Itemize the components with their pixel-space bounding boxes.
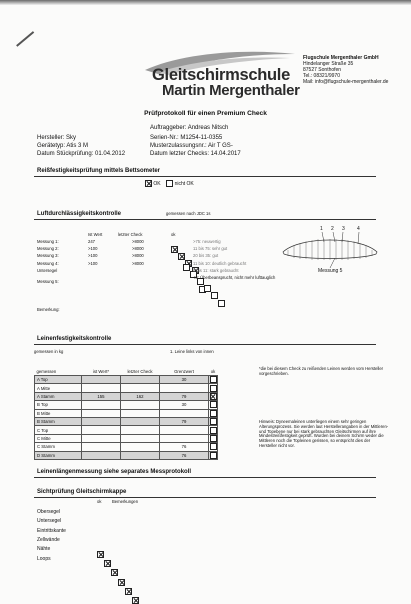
luft-row-ist: >100 — [88, 253, 98, 259]
leinen-row-label: B Mitte — [35, 409, 82, 417]
table-row — [35, 417, 218, 425]
table-row — [35, 443, 218, 451]
leinen-row-label: A Stamm — [35, 392, 82, 400]
leinen-row-ist — [82, 451, 121, 459]
auftraggeber: Auftraggeber: Andreas Nitsch — [150, 125, 229, 131]
leinen-row-ok-cell — [209, 401, 218, 409]
leinen-row-label: C Stamm — [35, 443, 82, 451]
sicht-item-checkbox[interactable] — [111, 569, 118, 576]
leinen-footnote: *die bei diesem Check zu reißenden Leinen werden vom Hersteller vorgeschrieben. — [259, 366, 384, 376]
luft-row-label: Messung 4: — [37, 260, 59, 266]
address-block — [303, 55, 388, 85]
leinen-row-ist — [82, 376, 121, 384]
leinen-row-checkbox[interactable] — [210, 401, 217, 408]
divider — [34, 497, 376, 498]
leinen-row-ok-cell — [209, 426, 218, 434]
luft-row-ist: >100 — [88, 246, 98, 252]
leinenlaenge-title: Leinenlängenmessung siehe separates Messprotokoll — [37, 469, 192, 475]
leinen-row-label: D Stamm — [35, 451, 82, 459]
datum-stueckpruefung: Datum Stückprüfung: 01.04.2012 — [37, 151, 126, 157]
leinen-row-grenz: 30 — [160, 376, 209, 384]
leinen-row-letzter — [121, 426, 160, 434]
table-row — [35, 451, 218, 459]
geraetetyp: Gerätetyp: Atis 3 M — [37, 143, 89, 149]
glider-diagram — [280, 228, 380, 270]
datum-letzter-check: Datum letzter Checks: 14.04.2017 — [150, 151, 241, 157]
leinen-row-ist — [82, 401, 121, 409]
legend-text: >75: neuwertig — [193, 239, 221, 244]
leinen-row-ist — [82, 434, 121, 442]
leinen-row-ist — [82, 426, 121, 434]
sicht-col-bem: Bemerkungen — [112, 499, 139, 504]
luft-row-ist: 247 — [88, 239, 95, 244]
leinen-row-ist — [82, 443, 121, 451]
sicht-item-label: Zellwände — [37, 536, 60, 543]
leinen-note-header: 1. Leine links von innen — [170, 349, 214, 354]
reiss-title: Reißfestigkeitsprüfung mittels Bettsometer — [37, 168, 161, 174]
luft-col-ist: Ist Wert — [88, 232, 103, 237]
leinen-row-checkbox[interactable] — [210, 418, 217, 425]
luft-row-label: Messung 5: — [37, 279, 59, 284]
address-line: Tel.: 08321/9970 — [303, 73, 340, 79]
luft-row-letzter: >8000 — [132, 253, 144, 259]
sicht-item-label: Obersegel — [37, 509, 61, 515]
leinen-row-checkbox[interactable] — [210, 393, 217, 400]
leinen-row-grenz — [160, 384, 209, 392]
seriennr: Serien-Nr.: M1254-11-0355 — [150, 135, 223, 141]
leinen-row-checkbox[interactable] — [210, 376, 217, 383]
reiss-ok-label: OK — [153, 180, 161, 187]
leinen-row-grenz: 76 — [160, 451, 209, 459]
diagram-label-messung5: Messung 5 — [318, 268, 343, 274]
table-row — [35, 384, 218, 392]
luft-row-letzter: >8000 — [132, 239, 144, 244]
leinen-row-label: B Top — [35, 401, 82, 409]
luft-row-label: Messung 1: — [37, 239, 59, 244]
table-row — [35, 434, 218, 442]
reiss-not-ok-checkbox[interactable] — [166, 180, 173, 187]
table-row — [35, 376, 218, 384]
reiss-ok-checkbox[interactable] — [145, 180, 152, 187]
luft-row-label: Untersegel — [37, 267, 58, 273]
legend-text: 11 bis 75: sehr gut — [193, 246, 228, 252]
luft-title: Luftdurchlässigkeitskontrolle — [37, 211, 122, 217]
leinen-row-letzter — [121, 401, 160, 409]
leinen-row-ist — [82, 417, 121, 425]
leinen-row-checkbox[interactable] — [210, 452, 217, 459]
hersteller: Hersteller: Sky — [37, 135, 77, 141]
leinen-col-header: letzter Check — [127, 368, 153, 374]
leinen-row-checkbox[interactable] — [210, 427, 217, 434]
leinen-table — [34, 367, 218, 460]
leinen-row-ok-cell — [209, 443, 218, 451]
table-row — [35, 409, 218, 417]
luft-col-letzter: letzter Check — [118, 232, 143, 237]
sicht-col-ok: ok — [97, 499, 102, 504]
logo-text-line2: Martin Mergenthaler — [162, 82, 300, 99]
leinen-row-checkbox[interactable] — [210, 443, 217, 450]
leinen-row-letzter — [121, 434, 160, 442]
page-title: Prüfprotokoll für einen Premium Check — [144, 110, 267, 117]
leinen-row-grenz — [160, 409, 209, 417]
leinen-row-ist: 155 — [82, 392, 121, 400]
musterzulassung: Musterzulassungsnr.: Air T GS- — [150, 143, 233, 149]
diagram-number: 1 — [320, 226, 323, 232]
luft-row-checkbox[interactable] — [178, 253, 185, 260]
legend-text: <6: Überbeansprucht, nicht mehr lufttauglich — [193, 275, 276, 280]
luft-row-ist: >100 — [88, 260, 98, 266]
leinen-row-ok-cell — [209, 417, 218, 425]
diagram-number: 3 — [342, 226, 345, 232]
leinen-row-label: B Stamm — [35, 417, 82, 425]
leinen-row-ok-cell — [209, 376, 218, 384]
leinen-row-label: A Top — [35, 376, 82, 384]
leinen-row-grenz: 30 — [160, 401, 209, 409]
leinen-row-checkbox[interactable] — [210, 435, 217, 442]
leinen-gemessen: gemessen in kg — [34, 349, 64, 354]
leinen-hinweis: Hinweis: Dyneemaleinen unterliegen einem sehr geringen Alterungsprozess. Sie werden laut Herstellerangaben in der Mittleren- und Topebene nur bei stark gebrauchten Gleitschirmen auf ihre Mindestreißfestigkeit geprüft. Wurden bei deinem Schirm weder die Mittleren noch die Topleinen gerissen, so entspricht dies der Hersteller nicht vor. — [259, 419, 389, 449]
leinen-row-ok-cell — [209, 409, 218, 417]
leinen-row-ok-cell — [209, 451, 218, 459]
divider — [34, 176, 376, 177]
legend-checkbox[interactable] — [204, 285, 211, 292]
leinen-row-grenz: 79 — [160, 417, 209, 425]
luft-gemessen: gemessen nach JDC 1s — [166, 211, 211, 216]
luft-row-letzter: >8000 — [132, 260, 144, 266]
leinen-header-row — [35, 367, 218, 376]
reiss-options — [145, 180, 194, 187]
sicht-item-checkbox[interactable] — [118, 579, 125, 586]
sicht-item-checkbox[interactable] — [104, 560, 111, 567]
legend-text: 6 bis 11: stark gebraucht — [193, 267, 239, 273]
leinen-row-ok-cell — [209, 392, 218, 400]
reiss-not-ok-label: nicht OK — [174, 180, 194, 187]
legend-checkbox[interactable] — [218, 300, 225, 307]
leinen-row-label: C Top — [35, 426, 82, 434]
divider — [34, 477, 376, 478]
leinen-row-grenz: 79 — [160, 392, 209, 400]
sicht-item-checkbox[interactable] — [132, 597, 139, 604]
leinen-row-letzter — [121, 417, 160, 425]
leinen-row-grenz — [160, 434, 209, 442]
legend-text: 20 bis 35: gut — [193, 253, 219, 259]
leinen-row-label: C Mitte — [35, 434, 82, 442]
leinen-row-grenz — [160, 426, 209, 434]
luft-row-label: Messung 3: — [37, 253, 59, 259]
leinen-col-header: Grenzwert — [174, 368, 194, 374]
leinen-col-header: ist Wert* — [92, 368, 110, 374]
leinen-row-ok-cell — [209, 434, 218, 442]
leinen-col-header: gemessen — [36, 368, 57, 374]
leinen-row-letzter — [121, 451, 160, 459]
leinen-row-letzter — [121, 384, 160, 392]
diagram-number: 2 — [331, 226, 334, 232]
legend-checkbox[interactable] — [183, 264, 190, 271]
diagram-number: 4 — [357, 226, 360, 232]
leinen-row-ist — [82, 384, 121, 392]
leinen-row-checkbox[interactable] — [210, 410, 217, 417]
leinen-row-letzter — [121, 376, 160, 384]
legend-checkbox[interactable] — [211, 292, 218, 299]
sicht-item-label: Untersegel — [37, 518, 62, 525]
sicht-item-label: Eintrittskante — [37, 527, 66, 534]
address-line: 87527 Sonthofen — [303, 67, 342, 73]
leinen-row-label: A Mitte — [35, 384, 82, 392]
luft-col-ok: ok — [171, 232, 176, 237]
divider — [34, 344, 376, 345]
table-row — [35, 426, 218, 434]
divider — [34, 219, 376, 220]
leinen-row-letzter — [121, 409, 160, 417]
luft-row-checkbox[interactable] — [171, 246, 178, 253]
address-line: Mail: info@flugschule-mergenthaler.de — [303, 79, 389, 85]
address-line: Hindelanger Straße 35 — [303, 61, 354, 67]
leinen-col-header: ok — [210, 368, 216, 374]
scan-top-edge — [0, 0, 411, 5]
sicht-title: Sichtprüfung Gleitschirmkappe — [37, 489, 127, 495]
table-row — [35, 401, 218, 409]
leinen-row-grenz: 76 — [160, 443, 209, 451]
sicht-item-label: Loops — [37, 555, 51, 562]
logo-text-line1: Gleitschirmschule — [152, 66, 290, 84]
leinen-row-ist — [82, 409, 121, 417]
leinen-row-letzter — [121, 443, 160, 451]
sicht-item-checkbox[interactable] — [125, 588, 132, 595]
table-row — [35, 392, 218, 400]
leinen-title: Leinenfestigkeitskontrolle — [37, 336, 112, 342]
bemerkung-label: Bemerkung: — [37, 307, 60, 312]
luft-row-label: Messung 2: — [37, 246, 59, 252]
sicht-item-checkbox[interactable] — [97, 551, 104, 558]
sicht-item-label: Nähte — [37, 546, 51, 553]
leinen-row-checkbox[interactable] — [210, 385, 217, 392]
luft-row-letzter: >8000 — [132, 246, 144, 252]
legend-text: 11 bis 10: deutlich gebraucht — [193, 260, 247, 266]
company-name: Flugschule Mergenthaler GmbH — [303, 55, 379, 61]
leinen-row-letzter: 162 — [121, 392, 160, 400]
leinen-row-ok-cell — [209, 384, 218, 392]
